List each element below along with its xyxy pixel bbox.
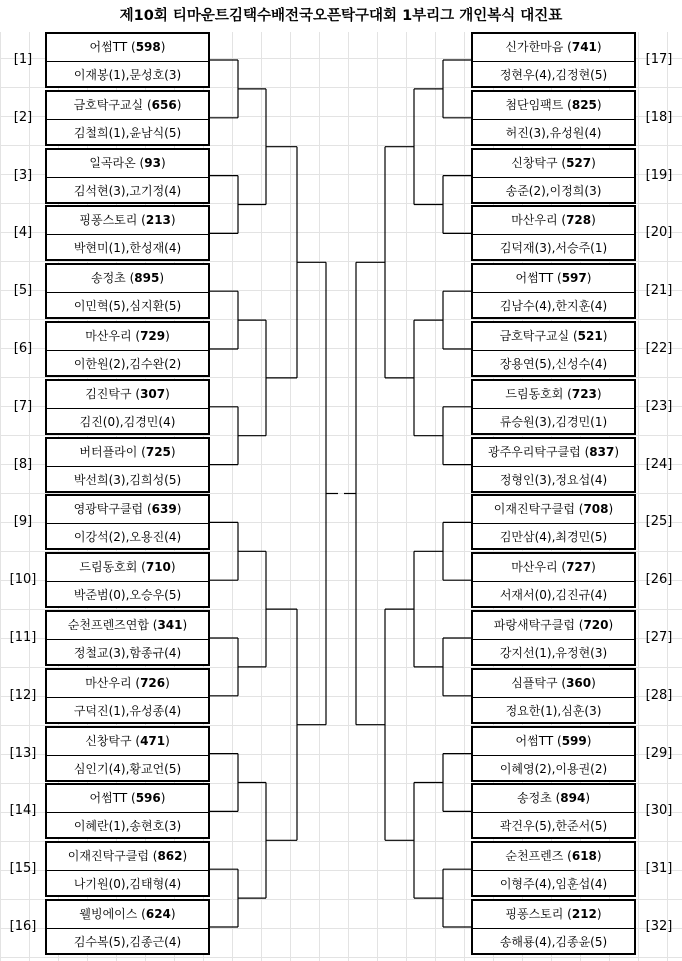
paren-open: ( bbox=[557, 675, 567, 690]
paren-open: ( bbox=[135, 155, 145, 170]
paren-close: ) bbox=[596, 907, 602, 921]
team-name: 금호탁구교실 bbox=[499, 329, 570, 343]
paren-close: ) bbox=[608, 618, 614, 632]
team-name: 광주우리탁구클럽 bbox=[488, 444, 581, 459]
seed-number: [30] bbox=[645, 803, 673, 819]
team-cell bbox=[473, 265, 634, 293]
team-cell bbox=[473, 843, 634, 871]
paren-close: ) bbox=[591, 213, 596, 228]
paren-close: ) bbox=[165, 386, 170, 401]
match-slot bbox=[45, 148, 210, 204]
seed-number: [11] bbox=[9, 630, 37, 645]
team-name: 파랑새탁구클럽 bbox=[493, 618, 575, 632]
team-name: 신창탁구 bbox=[85, 733, 132, 748]
paren-open: ( bbox=[143, 502, 152, 517]
match-slot bbox=[45, 437, 210, 493]
team-name: 마산우리 bbox=[511, 560, 558, 575]
seed-number: [20] bbox=[645, 225, 673, 241]
team-cell bbox=[47, 92, 208, 120]
paren-close: ) bbox=[596, 97, 602, 112]
players-cell: 이강석(2),오용진(4) bbox=[73, 530, 182, 545]
paren-close: ) bbox=[614, 444, 619, 459]
match-slot bbox=[471, 205, 636, 261]
team-name: 김진탁구 bbox=[85, 386, 132, 401]
paren-close: ) bbox=[596, 386, 602, 401]
team-name: 순천프렌즈연합 bbox=[67, 618, 149, 632]
team-cell bbox=[47, 381, 208, 409]
match-slot bbox=[45, 321, 210, 377]
players-cell: 이혜영(2),이용권(2) bbox=[499, 761, 608, 776]
team-name: 핑퐁스토리 bbox=[79, 213, 138, 228]
seed-number: [7] bbox=[13, 398, 33, 414]
seed-number: [28] bbox=[645, 687, 673, 703]
paren-open: ( bbox=[563, 907, 572, 921]
paren-close: ) bbox=[182, 849, 188, 864]
paren-open: ( bbox=[137, 907, 146, 921]
team-cell bbox=[473, 381, 634, 409]
team-code: 825 bbox=[571, 97, 597, 112]
players-cell: 김진(0),김경민(4) bbox=[79, 414, 176, 429]
team-cell bbox=[47, 150, 208, 178]
team-cell bbox=[473, 496, 634, 524]
match-slot bbox=[45, 552, 210, 608]
team-cell bbox=[47, 554, 208, 582]
players-cell: 박선희(3),김희성(5) bbox=[73, 472, 182, 487]
team-cell bbox=[47, 439, 208, 467]
team-cell bbox=[473, 150, 634, 178]
seed-number: [29] bbox=[645, 745, 673, 761]
match-slot bbox=[471, 726, 636, 782]
paren-open: ( bbox=[574, 618, 584, 632]
seed-number: [1] bbox=[13, 52, 33, 67]
team-name: 마산우리 bbox=[85, 329, 132, 343]
paren-close: ) bbox=[591, 675, 596, 690]
paren-open: ( bbox=[557, 213, 567, 228]
paren-open: ( bbox=[127, 40, 136, 54]
team-code: 596 bbox=[135, 791, 161, 806]
team-code: 862 bbox=[157, 849, 183, 864]
paren-open: ( bbox=[580, 444, 590, 459]
paren-close: ) bbox=[170, 560, 176, 575]
paren-open: ( bbox=[131, 329, 141, 343]
team-code: 639 bbox=[151, 502, 177, 517]
team-code: 710 bbox=[145, 560, 171, 575]
team-cell bbox=[473, 728, 634, 756]
paren-close: ) bbox=[591, 560, 596, 575]
paren-open: ( bbox=[125, 271, 135, 286]
paren-open: ( bbox=[137, 213, 146, 228]
team-code: 656 bbox=[151, 97, 177, 112]
match-slot bbox=[45, 494, 210, 550]
paren-close: ) bbox=[591, 155, 596, 170]
players-cell: 김석현(3),고기정(4) bbox=[73, 183, 182, 198]
team-code: 728 bbox=[566, 213, 592, 228]
team-name: 영광탁구클럽 bbox=[73, 502, 144, 517]
paren-open: ( bbox=[563, 40, 572, 54]
paren-close: ) bbox=[165, 733, 170, 748]
players-cell: 정철교(3),함종규(4) bbox=[73, 646, 182, 660]
match-slot bbox=[45, 899, 210, 955]
team-name: 버터플라이 bbox=[79, 444, 138, 459]
team-cell bbox=[47, 207, 208, 235]
paren-open: ( bbox=[574, 502, 584, 517]
team-cell bbox=[47, 670, 208, 698]
team-cell bbox=[473, 323, 634, 351]
team-code: 93 bbox=[144, 155, 161, 170]
team-name: 신가한마음 bbox=[505, 40, 564, 54]
match-slot bbox=[45, 205, 210, 261]
players-cell: 송해룡(4),김종윤(5) bbox=[499, 935, 608, 949]
team-cell bbox=[47, 843, 208, 871]
paren-close: ) bbox=[160, 155, 166, 170]
paren-open: ( bbox=[563, 97, 572, 112]
team-code: 725 bbox=[145, 444, 171, 459]
seed-number: [25] bbox=[645, 514, 673, 530]
team-cell bbox=[47, 34, 208, 62]
seed-number: [19] bbox=[645, 167, 673, 183]
team-name: 순천프렌즈 bbox=[505, 849, 564, 864]
team-code: 521 bbox=[577, 329, 603, 343]
seed-number: [8] bbox=[13, 456, 33, 472]
match-slot bbox=[471, 263, 636, 319]
team-code: 727 bbox=[566, 560, 592, 575]
team-code: 471 bbox=[140, 733, 166, 748]
match-slot bbox=[45, 90, 210, 146]
players-cell: 김수복(5),김종근(4) bbox=[73, 935, 182, 949]
team-name: 어썸TT bbox=[515, 733, 554, 748]
players-cell: 정요한(1),심훈(3) bbox=[505, 703, 602, 718]
match-slot bbox=[471, 32, 636, 88]
match-slot bbox=[471, 841, 636, 897]
paren-close: ) bbox=[159, 271, 165, 286]
team-name: 웰빙에이스 bbox=[79, 907, 138, 921]
team-name: 이재진탁구클럽 bbox=[67, 849, 149, 864]
paren-open: ( bbox=[131, 675, 141, 690]
paren-open: ( bbox=[148, 849, 158, 864]
players-cell: 정현우(4),김정현(5) bbox=[499, 68, 608, 82]
players-cell: 장용연(5),신성수(4) bbox=[499, 357, 608, 371]
paren-close: ) bbox=[586, 271, 592, 286]
paren-open: ( bbox=[551, 791, 561, 806]
team-code: 723 bbox=[571, 386, 597, 401]
team-cell bbox=[47, 785, 208, 813]
team-name: 마산우리 bbox=[511, 213, 558, 228]
seed-number: [24] bbox=[645, 456, 673, 472]
team-name: 어썸TT bbox=[89, 791, 128, 806]
team-name: 핑퐁스토리 bbox=[505, 907, 564, 921]
team-cell bbox=[473, 901, 634, 929]
seed-number: [18] bbox=[645, 109, 673, 125]
team-cell bbox=[47, 612, 208, 640]
team-code: 726 bbox=[140, 675, 166, 690]
paren-close: ) bbox=[170, 444, 176, 459]
match-slot bbox=[45, 32, 210, 88]
paren-close: ) bbox=[602, 329, 608, 343]
match-slot bbox=[471, 379, 636, 435]
team-cell bbox=[473, 207, 634, 235]
match-slot bbox=[471, 90, 636, 146]
seed-number: [22] bbox=[645, 341, 673, 356]
match-slot bbox=[45, 841, 210, 897]
match-slot bbox=[471, 494, 636, 550]
team-code: 599 bbox=[561, 733, 587, 748]
page-title: 제10회 티마운트김택수배전국오픈탁구대회 1부리그 개인복식 대진표 bbox=[0, 0, 682, 32]
team-name: 드림동호회 bbox=[79, 560, 138, 575]
team-code: 729 bbox=[140, 329, 166, 343]
match-slot bbox=[471, 552, 636, 608]
paren-close: ) bbox=[176, 502, 182, 517]
players-cell: 김만삼(4),최경민(5) bbox=[499, 530, 608, 545]
seed-number: [27] bbox=[645, 630, 673, 645]
players-cell: 심인기(4),황교언(5) bbox=[73, 761, 182, 776]
team-cell bbox=[473, 34, 634, 62]
paren-close: ) bbox=[170, 907, 176, 921]
team-code: 708 bbox=[583, 502, 609, 517]
paren-open: ( bbox=[557, 155, 567, 170]
paren-close: ) bbox=[596, 40, 602, 54]
match-slot bbox=[45, 610, 210, 666]
team-cell bbox=[47, 496, 208, 524]
seed-number: [12] bbox=[9, 687, 37, 703]
paren-open: ( bbox=[569, 329, 578, 343]
players-cell: 박준범(0),오승우(5) bbox=[73, 588, 182, 603]
seed-number: [3] bbox=[13, 167, 33, 183]
players-cell: 박현미(1),한성재(4) bbox=[73, 241, 182, 256]
team-code: 618 bbox=[571, 849, 597, 864]
paren-open: ( bbox=[553, 271, 562, 286]
seed-number: [9] bbox=[13, 514, 33, 530]
paren-open: ( bbox=[553, 733, 562, 748]
team-code: 213 bbox=[145, 213, 171, 228]
seed-number: [5] bbox=[13, 283, 33, 299]
team-code: 894 bbox=[560, 791, 586, 806]
seed-number: [4] bbox=[13, 225, 33, 241]
match-slot bbox=[45, 379, 210, 435]
match-slot bbox=[45, 726, 210, 782]
players-cell: 송준(2),이정희(3) bbox=[505, 183, 602, 198]
team-name: 일곡라온 bbox=[89, 155, 136, 170]
paren-close: ) bbox=[608, 502, 614, 517]
players-cell: 김덕재(3),서승주(1) bbox=[499, 241, 608, 256]
paren-close: ) bbox=[160, 40, 166, 54]
match-slot bbox=[471, 610, 636, 666]
paren-open: ( bbox=[137, 560, 146, 575]
paren-close: ) bbox=[170, 213, 176, 228]
players-cell: 이혜란(1),송현호(3) bbox=[73, 819, 182, 834]
seed-number: [32] bbox=[645, 919, 673, 934]
team-code: 837 bbox=[589, 444, 615, 459]
team-name: 금호탁구교실 bbox=[73, 97, 144, 112]
match-slot bbox=[471, 437, 636, 493]
paren-close: ) bbox=[596, 849, 602, 864]
seed-number: [17] bbox=[645, 52, 673, 67]
seed-number: [10] bbox=[9, 572, 37, 588]
team-code: 307 bbox=[140, 386, 166, 401]
team-code: 527 bbox=[566, 155, 592, 170]
paren-close: ) bbox=[176, 97, 182, 112]
match-slot bbox=[471, 899, 636, 955]
paren-close: ) bbox=[586, 733, 592, 748]
paren-open: ( bbox=[148, 618, 158, 632]
paren-close: ) bbox=[160, 791, 166, 806]
match-slot bbox=[45, 263, 210, 319]
paren-close: ) bbox=[585, 791, 591, 806]
seed-number: [26] bbox=[645, 572, 673, 588]
match-slot bbox=[45, 668, 210, 724]
seed-number: [13] bbox=[9, 745, 37, 761]
team-name: 드림동호회 bbox=[505, 386, 564, 401]
team-cell bbox=[47, 728, 208, 756]
team-code: 597 bbox=[561, 271, 587, 286]
players-cell: 이민혁(5),심지환(5) bbox=[73, 299, 182, 314]
team-cell bbox=[473, 612, 634, 640]
team-code: 341 bbox=[157, 618, 183, 632]
team-code: 720 bbox=[583, 618, 609, 632]
players-cell: 이한원(2),김수완(2) bbox=[73, 357, 182, 371]
team-name: 첨단임팩트 bbox=[505, 97, 564, 112]
paren-open: ( bbox=[563, 386, 572, 401]
paren-open: ( bbox=[557, 560, 567, 575]
team-code: 212 bbox=[571, 907, 597, 921]
team-cell bbox=[473, 785, 634, 813]
team-name: 어썸TT bbox=[89, 40, 128, 54]
team-cell bbox=[473, 554, 634, 582]
seed-number: [21] bbox=[645, 283, 673, 299]
seed-number: [15] bbox=[9, 861, 37, 877]
team-code: 741 bbox=[571, 40, 597, 54]
team-code: 360 bbox=[566, 675, 592, 690]
players-cell: 김남수(4),한지훈(4) bbox=[499, 299, 608, 314]
team-code: 598 bbox=[135, 40, 161, 54]
team-name: 송정초 bbox=[90, 271, 126, 286]
players-cell: 구덕진(1),유성종(4) bbox=[73, 703, 182, 718]
match-slot bbox=[471, 668, 636, 724]
paren-close: ) bbox=[165, 329, 170, 343]
team-cell bbox=[473, 670, 634, 698]
seed-number: [14] bbox=[9, 803, 37, 819]
team-name: 송정초 bbox=[516, 791, 552, 806]
paren-open: ( bbox=[131, 733, 141, 748]
team-cell bbox=[473, 439, 634, 467]
paren-close: ) bbox=[182, 618, 188, 632]
team-cell bbox=[473, 92, 634, 120]
paren-open: ( bbox=[127, 791, 136, 806]
team-cell bbox=[47, 323, 208, 351]
paren-close: ) bbox=[165, 675, 170, 690]
match-slot bbox=[471, 148, 636, 204]
paren-open: ( bbox=[137, 444, 146, 459]
team-code: 895 bbox=[134, 271, 160, 286]
team-cell bbox=[47, 901, 208, 929]
players-cell: 강지선(1),유정현(3) bbox=[499, 646, 608, 660]
seed-number: [16] bbox=[9, 919, 37, 934]
players-cell: 서재서(0),김진규(4) bbox=[499, 588, 608, 603]
paren-open: ( bbox=[131, 386, 141, 401]
players-cell: 김철희(1),윤남식(5) bbox=[73, 125, 182, 140]
team-name: 심플탁구 bbox=[511, 675, 558, 690]
team-name: 이재진탁구클럽 bbox=[493, 502, 575, 517]
seed-number: [2] bbox=[13, 109, 33, 125]
match-slot bbox=[471, 321, 636, 377]
team-code: 624 bbox=[145, 907, 171, 921]
players-cell: 곽건우(5),한준서(5) bbox=[499, 819, 608, 834]
team-name: 신창탁구 bbox=[511, 155, 558, 170]
match-slot bbox=[471, 783, 636, 839]
team-cell bbox=[47, 265, 208, 293]
team-name: 어썸TT bbox=[515, 271, 554, 286]
players-cell: 허진(3),유성원(4) bbox=[505, 125, 602, 140]
match-slot bbox=[45, 783, 210, 839]
seed-number: [31] bbox=[645, 861, 673, 877]
players-cell: 나기원(0),김태형(4) bbox=[73, 877, 182, 892]
players-cell: 이형주(4),임훈섭(4) bbox=[499, 877, 608, 892]
seed-number: [6] bbox=[13, 341, 33, 356]
paren-open: ( bbox=[563, 849, 572, 864]
players-cell: 정형인(3),정요섭(4) bbox=[499, 472, 608, 487]
players-cell: 류승원(3),김경민(1) bbox=[499, 414, 608, 429]
players-cell: 이재봉(1),문성호(3) bbox=[73, 68, 182, 82]
paren-open: ( bbox=[143, 97, 152, 112]
team-name: 마산우리 bbox=[85, 675, 132, 690]
seed-number: [23] bbox=[645, 398, 673, 414]
